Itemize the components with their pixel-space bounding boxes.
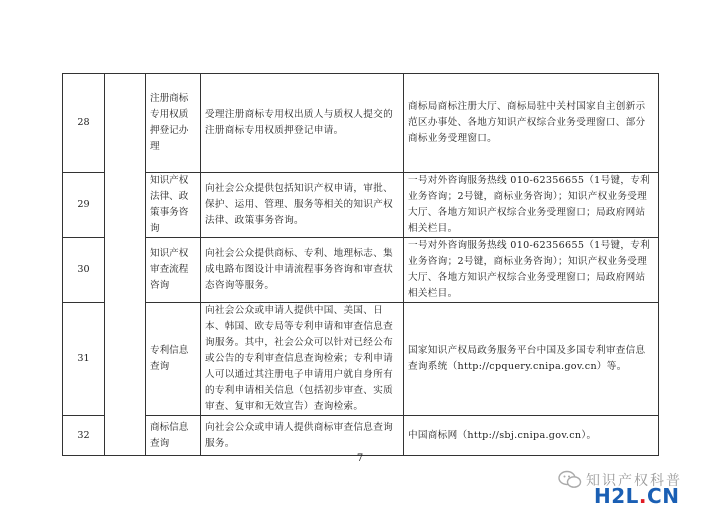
service-channel: 商标局商标注册大厅、商标局驻中关村国家自主创新示范区办事处、各地方知识产权综合业务受理窗口、部分商标业务受理窗口。 (404, 74, 659, 173)
watermark-text: 知识产权科普 (586, 473, 682, 489)
page-number: 7 (356, 453, 364, 464)
service-description: 向社会公众或申请人提供中国、美国、日本、韩国、欧专局等专利申请和审查信息查询服务。其中，社会公众可以针对已经公布或公告的专利审查信息查询检索；专利申请人可以通过其注册电子申请用户就自身所有的专利申请相关信息（包括初步审查、实质审查、复审和无效宣告）查询检索。 (201, 303, 404, 416)
table-row (63, 173, 659, 238)
category-cell (105, 74, 146, 456)
wechat-icon (558, 470, 582, 494)
service-item: 专利信息查询 (146, 303, 201, 416)
service-item: 知识产权法律、政策事务咨询 (146, 173, 201, 238)
service-channel: 一号对外咨询服务热线 010-62356655（1号键，专利业务咨询；2号键，商标业务咨询）；知识产权业务受理大厅、各地方知识产权综合业务受理窗口；局政府网站相关栏目。 (404, 173, 659, 238)
service-description: 向社会公众提供商标、专利、地理标志、集成电路布图设计申请流程事务咨询和审查状态咨询等服务。 (201, 238, 404, 303)
service-channel: 一号对外咨询服务热线 010-62356655（1号键，专利业务咨询；2号键，商标业务咨询）；知识产权业务受理大厅、各地方知识产权综合业务受理窗口；局政府网站相关栏目。 (404, 238, 659, 303)
row-number: 29 (63, 173, 105, 238)
row-number: 31 (63, 303, 105, 416)
h2l-logo: H2L.CN (594, 484, 680, 508)
service-description: 向社会公众提供包括知识产权申请，审批、保护、运用、管理、服务等相关的知识产权法律、政策事务咨询。 (201, 173, 404, 238)
service-description: 向社会公众或申请人提供商标审查信息查询服务。 (201, 416, 404, 456)
row-number: 30 (63, 238, 105, 303)
service-item: 注册商标专用权质押登记办理 (146, 74, 201, 173)
service-table (62, 73, 659, 456)
table-row (63, 303, 659, 416)
table-row (63, 74, 659, 173)
row-number: 28 (63, 74, 105, 173)
service-item: 商标信息查询 (146, 416, 201, 456)
service-description: 受理注册商标专用权出质人与质权人提交的注册商标专用权质押登记申请。 (201, 74, 404, 173)
service-item: 知识产权审查流程咨询 (146, 238, 201, 303)
table-row (63, 238, 659, 303)
table-row (63, 416, 659, 456)
service-channel: 国家知识产权局政务服务平台中国及多国专利审查信息查询系统（http://cpquery.cnipa.gov.cn）等。 (404, 303, 659, 416)
row-number: 32 (63, 416, 105, 456)
service-channel: 中国商标网（http://sbj.cnipa.gov.cn）。 (404, 416, 659, 456)
